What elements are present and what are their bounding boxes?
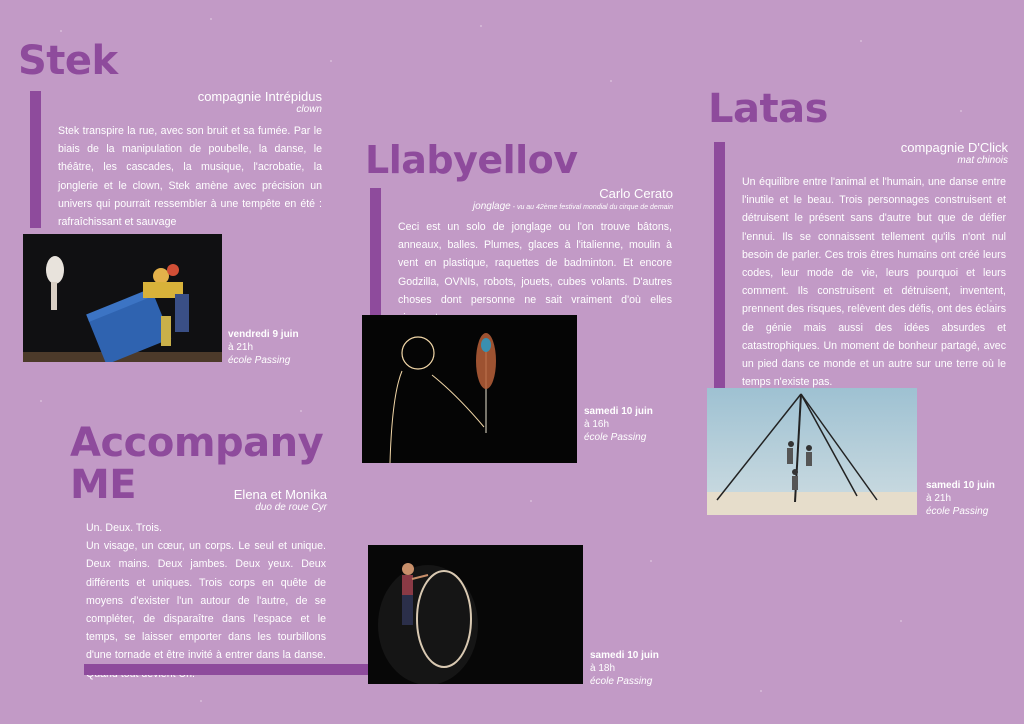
performance-place: école Passing (584, 432, 647, 443)
show-description-block (86, 519, 326, 683)
performance-time: à 21h (926, 493, 952, 504)
performance-date: samedi 10 juin (584, 406, 653, 417)
performance-place: école Passing (228, 355, 291, 366)
accent-bar (30, 91, 41, 228)
show-title-line-2: ME (70, 462, 137, 508)
show-intro: Un. Deux. Trois. (86, 522, 162, 534)
show-title: Stek (18, 38, 118, 84)
show-title: Latas (708, 86, 828, 132)
show-genre: duo de roue Cyr (255, 502, 327, 513)
show-description: Un visage, un cœur, un corps. Le seul et unique. Deux mains. Deux jambes. Deux yeux. Deux différents et uniques. Trois corps en quête de moyens d'exister l'un autour de l'autre, de se compléter, de disparaître dans l'espace et le temps, se laisser emporter dans les tourbillons d'une tornade et être invité à entrer dans la danse. (86, 540, 326, 662)
performance-info (584, 405, 653, 444)
accent-bar (714, 142, 725, 408)
company-block (758, 140, 1008, 166)
performance-place: école Passing (926, 506, 989, 517)
performance-date: vendredi 9 juin (228, 329, 299, 340)
performance-info (926, 479, 995, 518)
show-photo (368, 545, 583, 684)
show-genre: clown (296, 104, 322, 115)
company-name: compagnie Intrépidus (197, 89, 322, 104)
show-description: Un équilibre entre l'animal et l'humain, une danse entre l'inutile et le beau. Trois personnages construisent et détruisent le présent sans d'autre but que de défier l'ennui. Ils se connaissent tellement qu'ils n'ont nul besoin de parler. Ces trois êtres humains ont créé leurs codes, leur mode de vie, leurs pourquoi et leurs comment. Ils construisent et détruisent, inventent, prennent des risques, relèvent des défis, ont des éclairs de génie mais aussi des idées absurdes et catastrophiques. Un moment de bonheur partagé, avec un pied dans ce monde et un autre sur une terre où le temps n'existe pas. (742, 176, 1006, 389)
accent-bar (84, 664, 388, 675)
show-description: Stek transpire la rue, avec son bruit et sa fumée. Par le biais de la manipulation de poubelle, la danse, le théâtre, les cascades, la musique, l'acrobatie, la jonglerie et le clown, Stek amène avec précision un univers qui pourrait ressembler à une tempête en été : rafraîchissant et sauvage (58, 125, 322, 229)
show-photo (362, 315, 577, 463)
show-genre: jonglage (472, 201, 511, 212)
show-description: Ceci est un solo de jonglage ou l'on trouve bâtons, anneaux, balles. Plumes, glaces à l'italienne, moulin à vent en plastique, raquettes de badminton. Et encore Godzilla, OVNIs, robots, jouets, cubes volants. D'autres choses dont personne ne sait vraiment d'où elles (398, 221, 672, 306)
performance-time: à 16h (584, 419, 610, 430)
company-block (383, 186, 673, 212)
performance-place: école Passing (590, 676, 653, 687)
show-title-line-1: Accompany (70, 420, 324, 466)
company-name: Elena et Monika (233, 487, 327, 502)
performance-info (228, 328, 299, 367)
performance-time: à 21h (228, 342, 254, 353)
show-genre: mat chinois (957, 155, 1008, 166)
show-title: Llabyellov (365, 138, 578, 182)
performance-info (590, 649, 659, 688)
accent-bar (370, 188, 381, 335)
company-name: Carlo Cerato (599, 186, 673, 201)
performance-time: à 18h (590, 663, 616, 674)
company-name: compagnie D'Click (900, 140, 1008, 155)
company-block (127, 487, 327, 513)
genre-note: - vu au 42ème festival mondial du cirque de demain (510, 204, 673, 211)
show-photo (23, 234, 222, 362)
performance-date: samedi 10 juin (590, 650, 659, 661)
performance-date: samedi 10 juin (926, 480, 995, 491)
show-genre-line (383, 201, 673, 212)
company-block (62, 89, 322, 115)
show-photo (707, 388, 917, 515)
